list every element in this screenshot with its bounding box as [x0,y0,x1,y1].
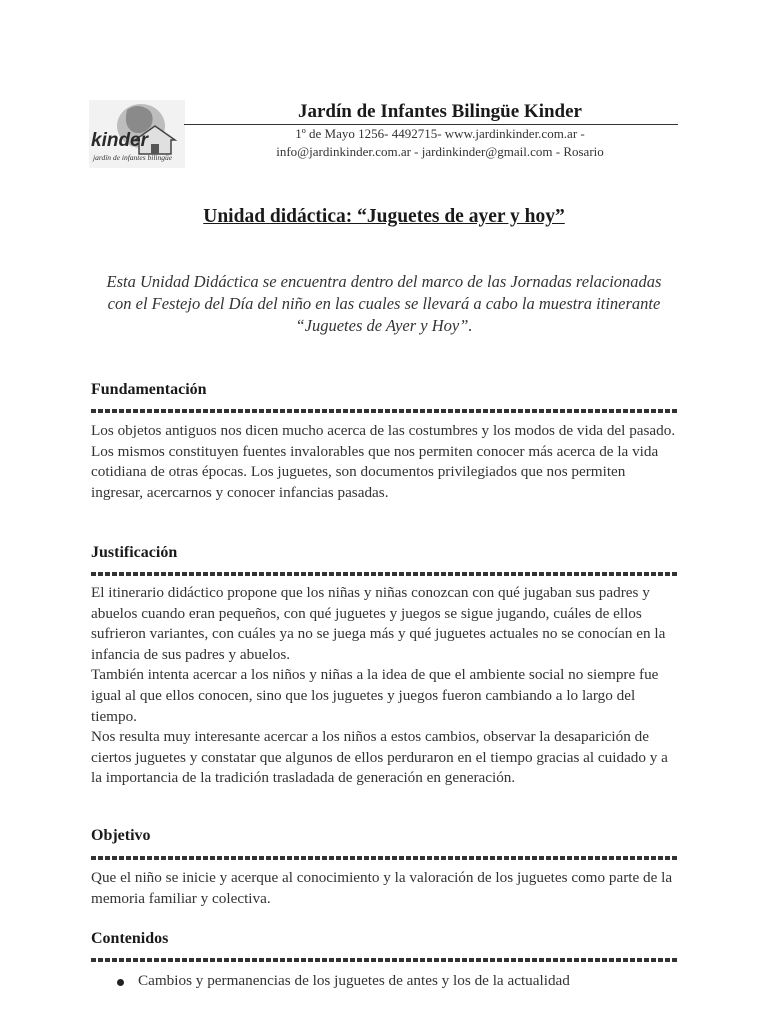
dashed-divider [91,409,677,413]
intro-paragraph: Esta Unidad Didáctica se encuentra dentro del marco de las Jornadas relacionadas con el Festejo del Día del niño en las cuales se llevará a cabo la muestra itinerante “Juguetes de Ayer y Hoy”. [106,272,662,335]
section-heading-objetivo: Objetivo [91,827,151,844]
justificacion-paragraph-2: También intenta acercar a los niños y niñas a la idea de que el ambiente social no siempre fue igual al que ellos conocen, sino que los juguetes y juegos fueron cambiando a lo largo del tiempo. [91,666,659,725]
justificacion-paragraph-1: El itinerario didáctico propone que los niñas y niñas conozcan con qué jugaban sus padres y abuelos cuando eran pequeños, con qué juguetes y juegos se sigue jugando, cuáles de ellos sufrieron variantes, con cuáles ya no se juega más y qué juguetes actuales no se conocían en la infancia de sus padres y abuelos. [91,584,666,663]
contact-line-2: info@jardinkinder.com.ar - jardinkinder@gmail.com - Rosario [276,144,604,159]
fundamentacion-text: Los objetos antiguos nos dicen mucho acerca de las costumbres y los modos de vida del pasado. Los mismos constituyen fuentes invalorables que nos permiten conocer más acerca de la vida cotidiana de otras épocas. Los juguetes, son documentos privilegiados que nos permiten ingresar, acercarnos y conocer infancias pasadas. [91,422,676,501]
dashed-divider [91,958,677,962]
logo-tagline: jardín de infantes bilingüe [93,153,173,162]
kinder-logo [89,100,185,168]
bullet-dot [117,973,127,993]
unit-title: Unidad didáctica: “Juguetes de ayer y hoy” [203,206,565,227]
school-name: Jardín de Infantes Bilingüe Kinder [298,101,582,122]
objetivo-text: Que el niño se inicie y acerque al conocimiento y la valoración de los juguetes como parte de la memoria familiar y colectiva. [91,869,673,907]
logo-wordmark: kinder [91,130,149,151]
contenidos-bullet-item: Cambios y permanencias de los juguetes de antes y los de la actualidad [138,972,570,989]
section-heading-contenidos: Contenidos [91,930,169,947]
contact-info [200,125,680,161]
section-heading-justificacion: Justificación [91,544,178,561]
dashed-divider [91,856,677,860]
dashed-divider [91,572,677,576]
justificacion-paragraph-3: Nos resulta muy interesante acercar a los niños a estos cambios, observar la desaparición de ciertos juguetes y constatar que algunos de ellos perduraron en el tiempo gracias al cuidado y a la importancia de la tradición trasladada de generación en generación. [91,728,668,787]
contact-line-1: 1º de Mayo 1256- 4492715- www.jardinkinder.com.ar - [295,126,585,141]
justificacion-text [91,583,681,789]
section-heading-fundamentacion: Fundamentación [91,381,207,398]
